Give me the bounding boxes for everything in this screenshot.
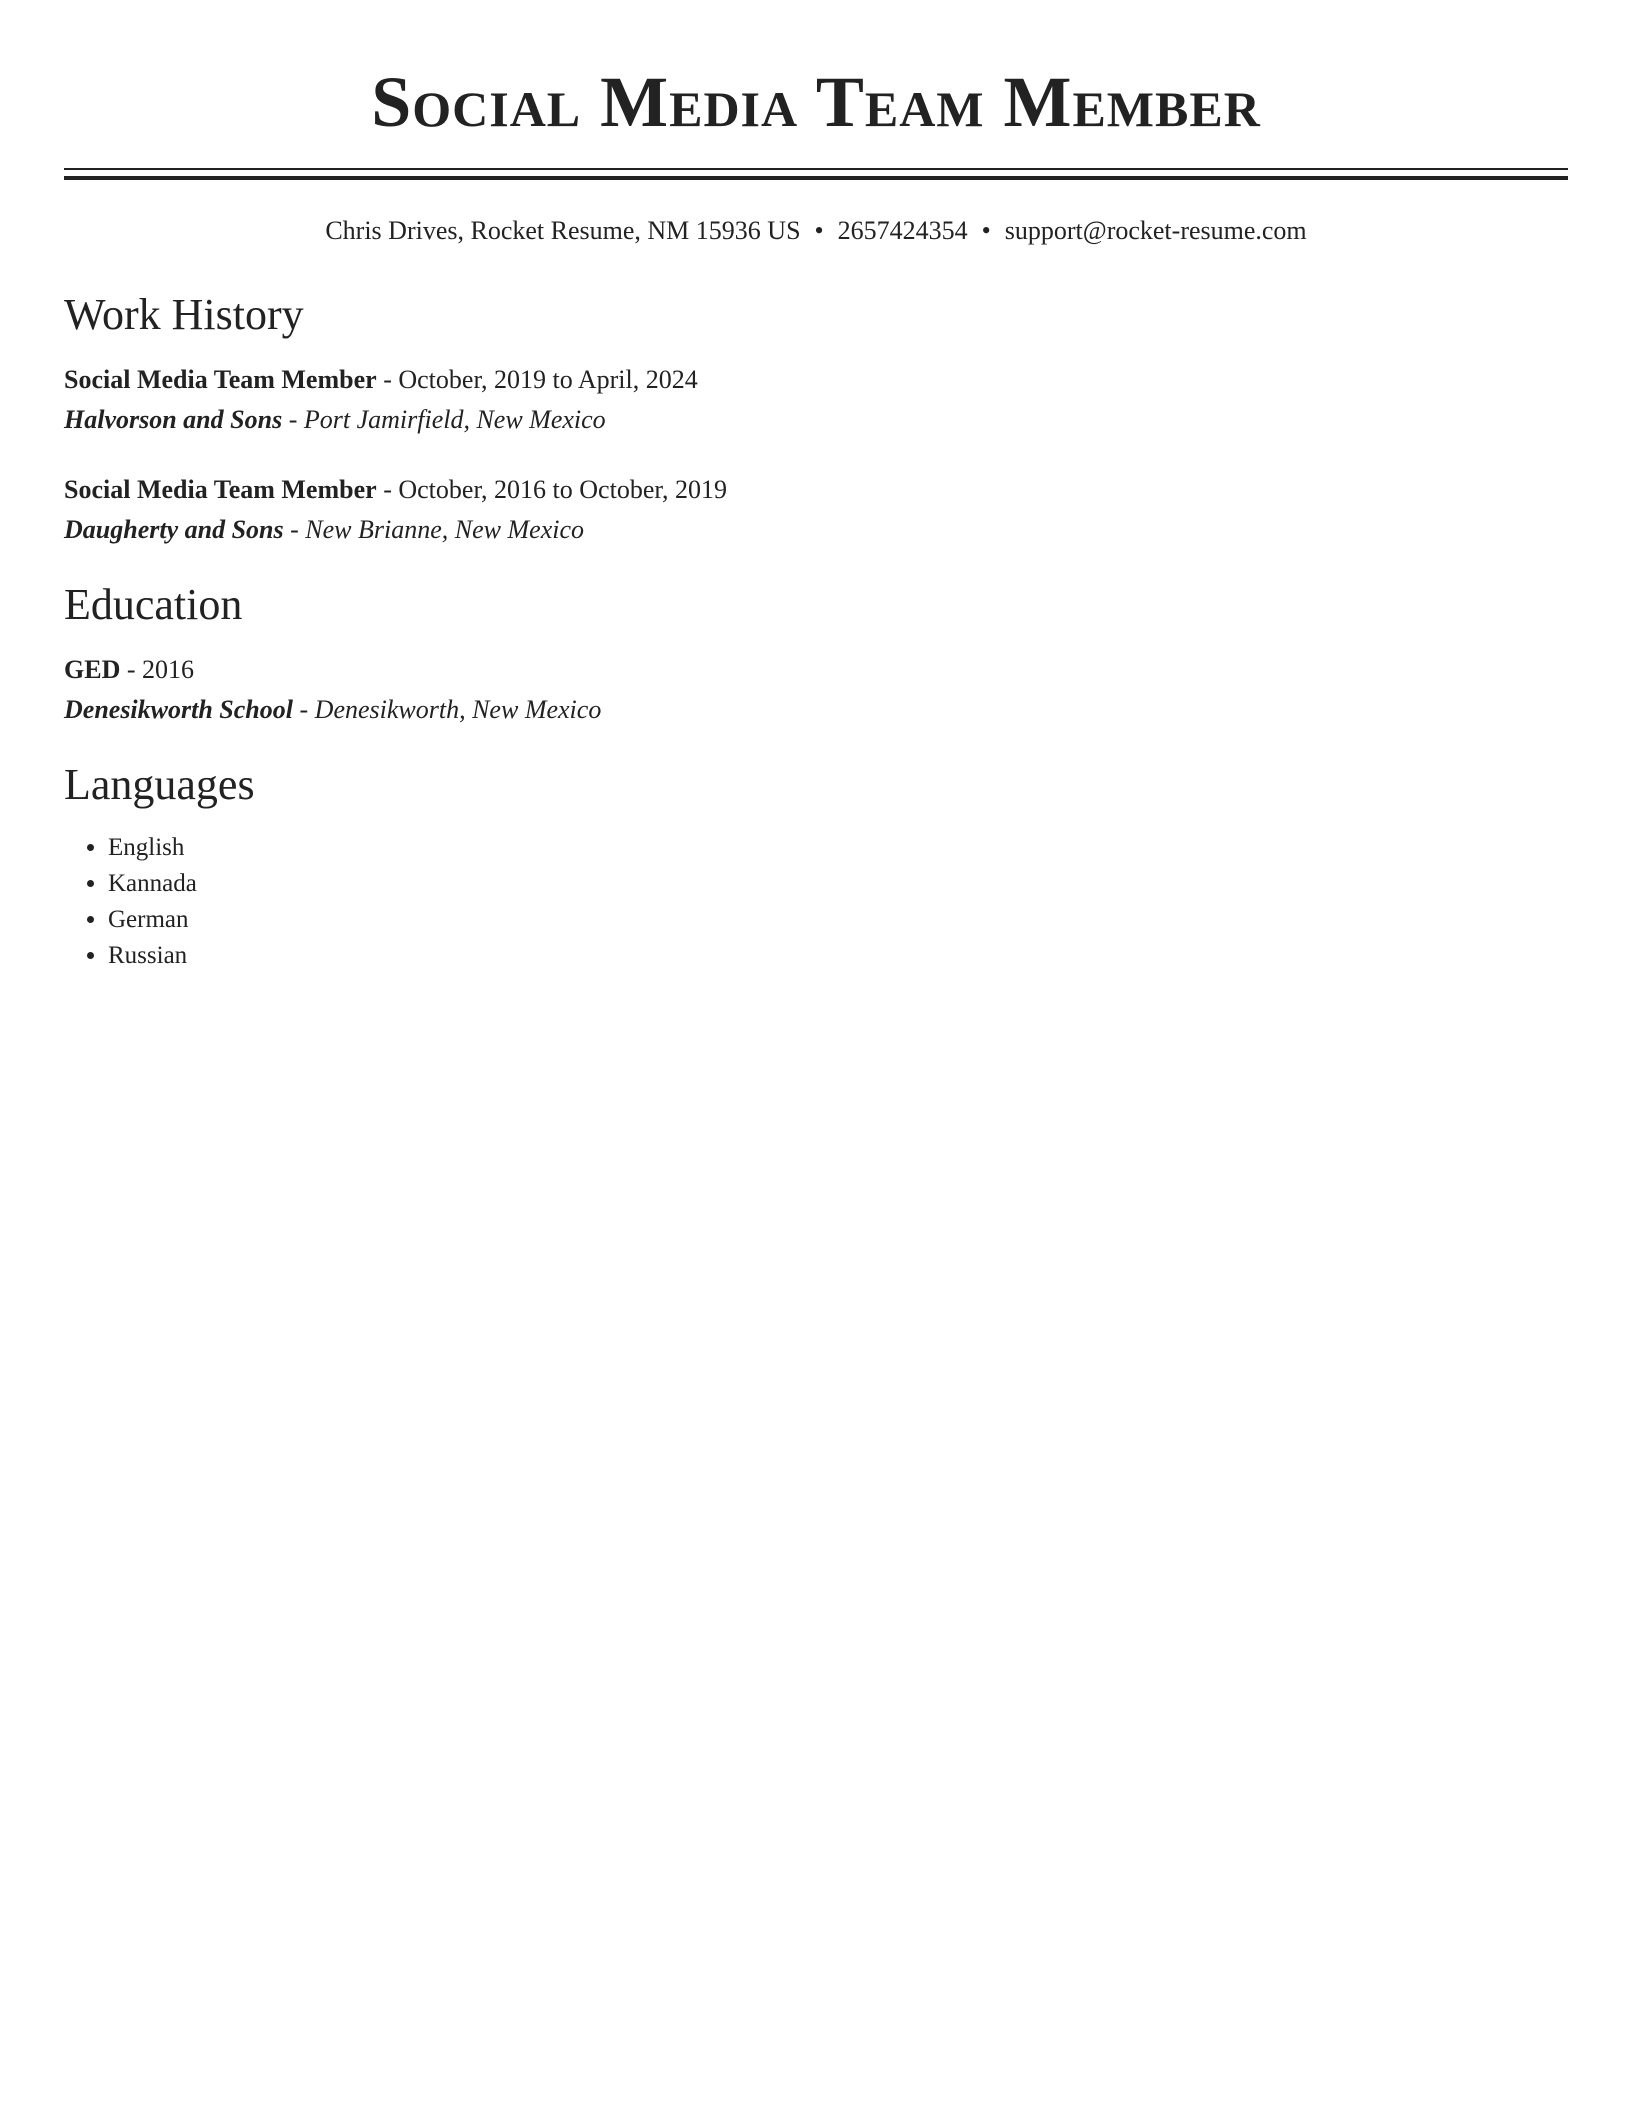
contact-email: support@rocket-resume.com — [1004, 216, 1307, 245]
job-title: Social Media Team Member — [64, 475, 377, 504]
language-item: • Russian — [108, 938, 1568, 974]
languages-list — [64, 830, 1568, 974]
job-dash: - — [283, 515, 306, 544]
job-title-line — [64, 360, 1568, 400]
job-entry — [64, 470, 1568, 550]
job-location: New Brianne, New Mexico — [305, 515, 585, 544]
job-dash: - — [376, 365, 399, 394]
education-school: Denesikworth School — [64, 695, 293, 724]
language-item: • English — [108, 830, 1568, 866]
title-double-rule — [64, 168, 1568, 180]
education-degree-line — [64, 650, 1568, 690]
contact-address: Chris Drives, Rocket Resume, NM 15936 US — [325, 216, 801, 245]
job-dash: - — [282, 405, 304, 434]
job-title-line — [64, 470, 1568, 510]
education-year: 2016 — [142, 655, 195, 684]
job-entry — [64, 360, 1568, 440]
education-location: Denesikworth, New Mexico — [314, 695, 602, 724]
title-rule-thick — [64, 176, 1568, 180]
resume-title: Social Media Team Member — [371, 62, 1261, 142]
job-company-line — [64, 400, 1568, 440]
contact-separator: • — [981, 216, 991, 245]
job-company-line — [64, 510, 1568, 550]
job-company: Daugherty and Sons — [64, 515, 284, 544]
language-item: • Kannada — [108, 866, 1568, 902]
job-title: Social Media Team Member — [64, 365, 377, 394]
languages-heading: Languages — [64, 760, 255, 809]
education-entry — [64, 650, 1568, 730]
contact-line — [64, 214, 1568, 248]
job-company: Halvorson and Sons — [64, 405, 283, 434]
job-dash: - — [376, 475, 399, 504]
job-dates: October, 2016 to October, 2019 — [398, 475, 727, 504]
education-dash: - — [293, 695, 315, 724]
work-history-heading: Work History — [64, 290, 304, 339]
education-heading: Education — [64, 580, 243, 629]
language-item: • German — [108, 902, 1568, 938]
education-dash: - — [120, 655, 143, 684]
contact-phone: 2657424354 — [837, 216, 968, 245]
contact-separator: • — [814, 216, 824, 245]
education-degree: GED — [64, 655, 121, 684]
job-location: Port Jamirfield, New Mexico — [303, 405, 606, 434]
job-dates: October, 2019 to April, 2024 — [398, 365, 698, 394]
education-school-line — [64, 690, 1568, 730]
